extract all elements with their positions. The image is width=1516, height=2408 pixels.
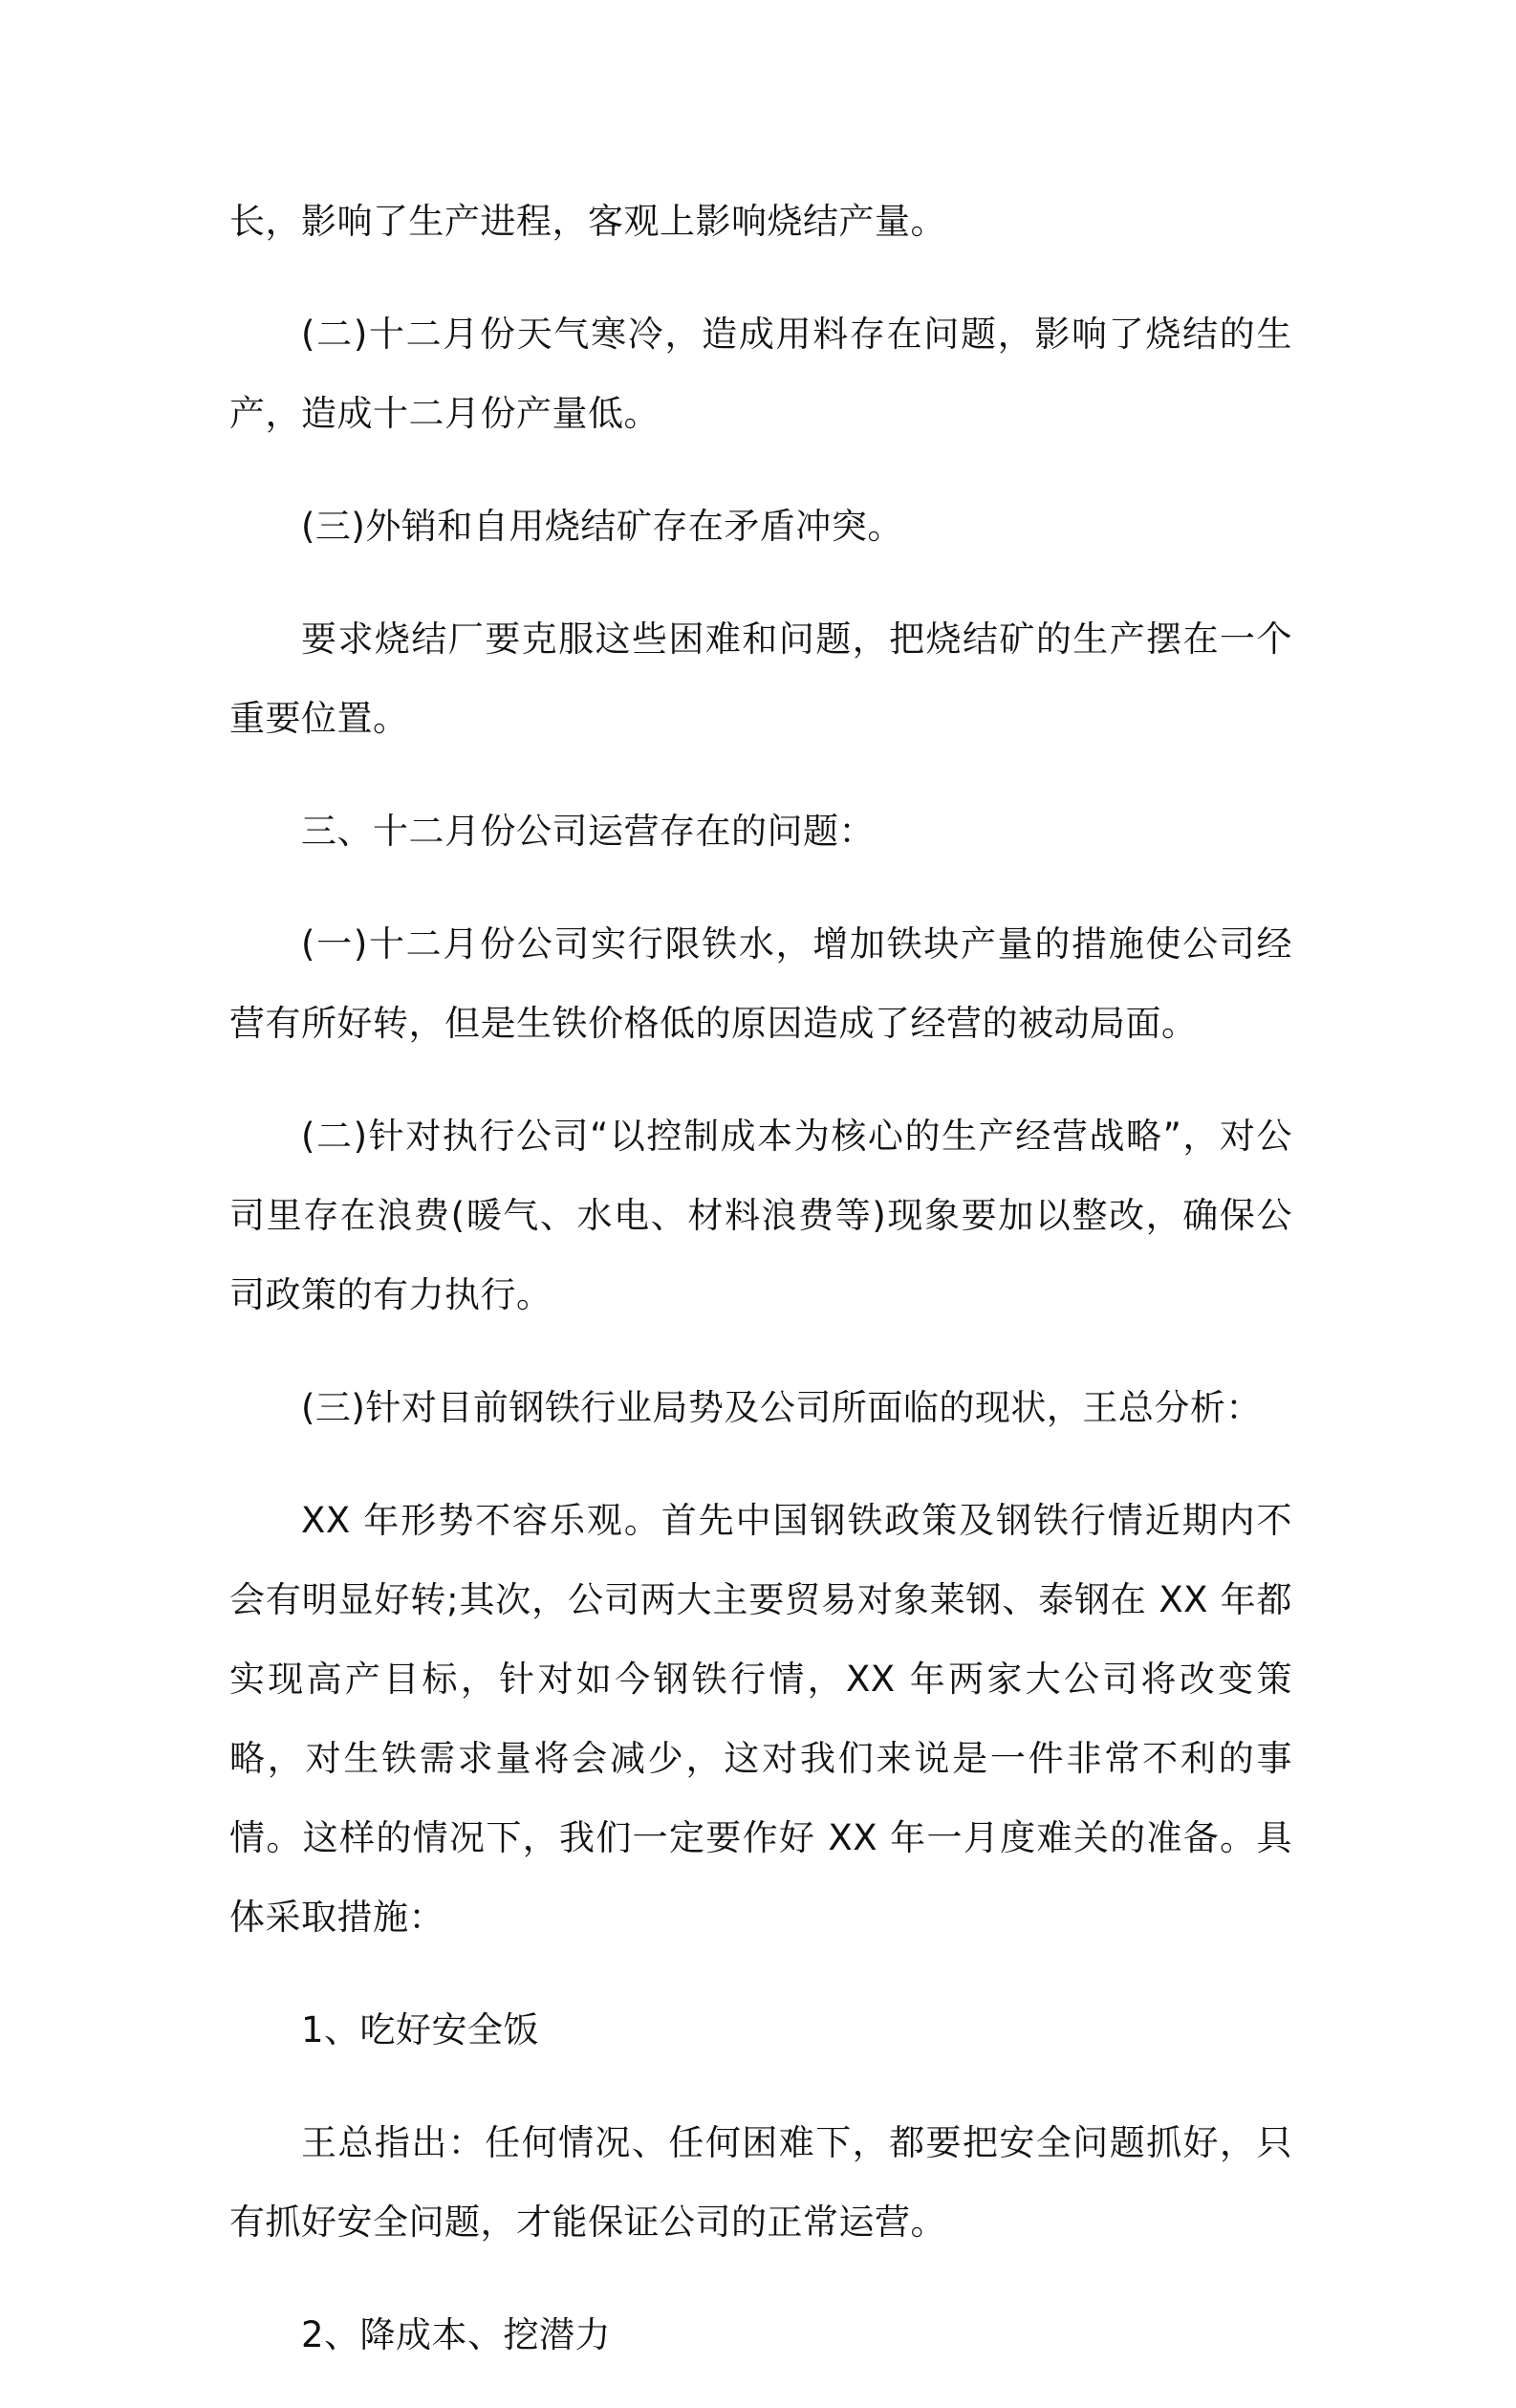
paragraph-8: XX 年形势不容乐观。首先中国钢铁政策及钢铁行情近期内不会有明显好转;其次，公司两大主要贸易对象莱钢、泰钢在 XX 年都实现高产目标，针对如今钢铁行情，XX 年两家大公司将改变策略，对生铁需求量将会减少，这对我们来说是一件非常不利的事情。这样的情况下，我们一定要作好 XX 年一月度难关的准备。具体采取措施： (229, 1500, 1292, 1938)
paragraph-6: (二)针对执行公司“以控制成本为核心的生产经营战略”，对公司里存在浪费(暖气、水电、材料浪费等)现象要加以整改，确保公司政策的有力执行。 (229, 1116, 1292, 1315)
paragraph-4: 要求烧结厂要克服这些困难和问题，把烧结矿的生产摆在一个重要位置。 (229, 618, 1292, 739)
paragraph-2: (二)十二月份天气寒冷，造成用料存在问题，影响了烧结的生产，造成十二月份产量低。 (229, 314, 1292, 434)
paragraph-7: (三)针对目前钢铁行业局势及公司所面临的现状，王总分析： (301, 1387, 1262, 1428)
paragraph-1: 长，影响了生产进程，客观上影响烧结产量。 (229, 201, 946, 242)
list-item-1: 1、吃好安全饭 (301, 2009, 540, 2050)
paragraph-9: 王总指出：任何情况、任何困难下，都要把安全问题抓好，只有抓好安全问题，才能保证公司的正常运营。 (229, 2122, 1292, 2243)
list-item-2: 2、降成本、挖潜力 (301, 2314, 612, 2355)
document-body (229, 182, 1292, 2408)
section-heading-3: 三、十二月份公司运营存在的问题： (301, 811, 875, 852)
paragraph-5: (一)十二月份公司实行限铁水，增加铁块产量的措施使公司经营有所好转，但是生铁价格低的原因造成了经营的被动局面。 (229, 923, 1292, 1044)
paragraph-3: (三)外销和自用烧结矿存在矛盾冲突。 (301, 506, 903, 547)
